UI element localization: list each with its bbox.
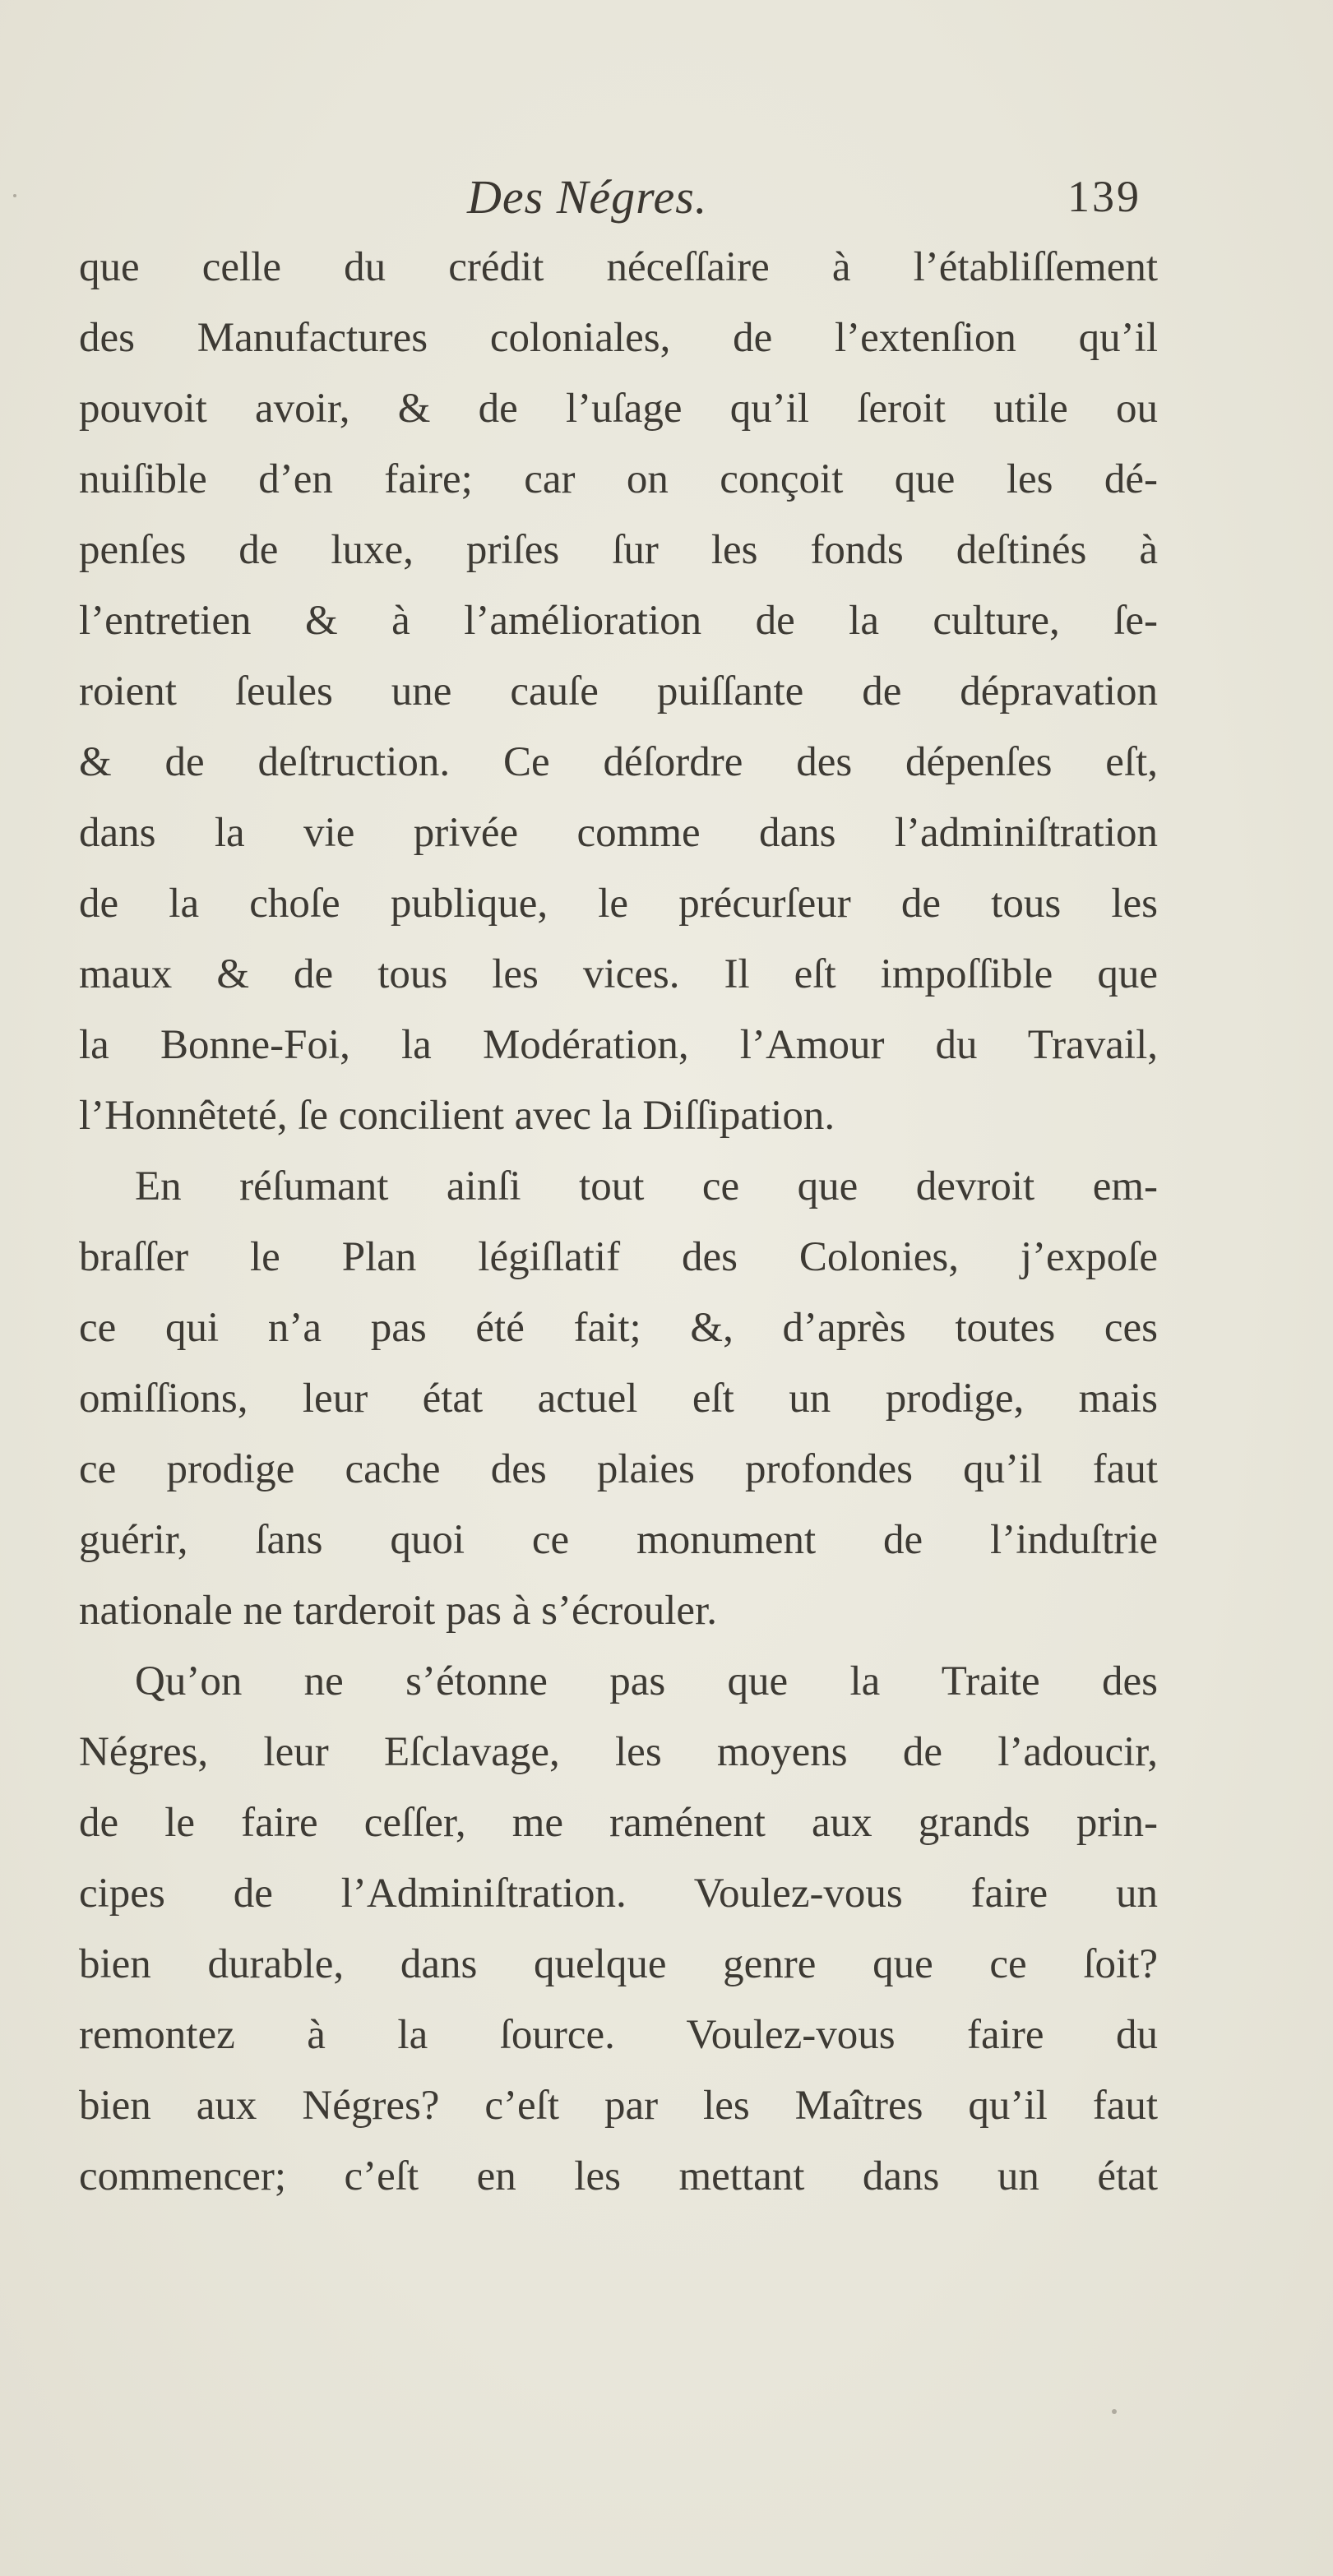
text-line: cipes de l’Adminiſtration. Voulez-vous faire un — [79, 1871, 1158, 1917]
text-line: omiſſions, leur état actuel eſt un prodige, mais — [79, 1376, 1158, 1422]
paper-speck — [1112, 2409, 1117, 2414]
text-line: pouvoit avoir, & de l’uſage qu’il ſeroit utile ou — [79, 386, 1158, 432]
text-line: bien durable, dans quelque genre que ce ſoit? — [79, 1941, 1158, 1987]
running-title: Des Négres. — [467, 170, 708, 224]
paragraph-2 — [79, 1151, 1158, 1646]
text-line: Négres, leur Eſclavage, les moyens de l’adoucir, — [79, 1729, 1158, 1775]
text-line: nuiſible d’en faire; car on conçoit que les dé- — [79, 456, 1158, 502]
text-line: bien aux Négres? c’eſt par les Maîtres qu’il faut — [79, 2083, 1158, 2129]
text-line: l’entretien & à l’amélioration de la culture, ſe- — [79, 598, 1158, 644]
page-header — [0, 169, 1333, 227]
paragraph-3 — [79, 1646, 1158, 2212]
paper-speck — [13, 194, 16, 197]
text-line: l’Honnêteté, ſe concilient avec la Diſſipation. — [79, 1093, 835, 1139]
text-line: En réſumant ainſi tout ce que devroit em- — [135, 1163, 1158, 1209]
text-line: penſes de luxe, priſes ſur les fonds deſtinés à — [79, 527, 1158, 573]
text-line: ce prodige cache des plaies profondes qu’il faut — [79, 1446, 1158, 1492]
text-line: que celle du crédit néceſſaire à l’établiſſement — [79, 244, 1158, 290]
text-line: maux & de tous les vices. Il eſt impoſſible que — [79, 951, 1158, 997]
text-line: de le faire ceſſer, me raménent aux grands prin- — [79, 1800, 1158, 1846]
paragraph-1 — [79, 232, 1158, 1151]
body-text — [79, 232, 1158, 2212]
text-line: de la choſe publique, le précurſeur de tous les — [79, 881, 1158, 927]
text-line: la Bonne-Foi, la Modération, l’Amour du Travail, — [79, 1022, 1158, 1068]
text-line: commencer; c’eſt en les mettant dans un état — [79, 2153, 1158, 2199]
text-line: des Manufactures coloniales, de l’extenſion qu’il — [79, 315, 1158, 361]
text-line: ce qui n’a pas été fait; &, d’après toutes ces — [79, 1305, 1158, 1351]
text-line: nationale ne tarderoit pas à s’écrouler. — [79, 1588, 717, 1634]
text-line: dans la vie privée comme dans l’adminiſtration — [79, 810, 1158, 856]
text-line: Qu’on ne s’étonne pas que la Traite des — [135, 1658, 1158, 1704]
text-line: & de deſtruction. Ce déſordre des dépenſes eſt, — [79, 739, 1158, 785]
text-line: braſſer le Plan légiſlatif des Colonies, j’expoſe — [79, 1234, 1158, 1280]
text-line: guérir, ſans quoi ce monument de l’induſtrie — [79, 1517, 1158, 1563]
page-number: 139 — [1067, 172, 1141, 221]
text-line: roient ſeules une cauſe puiſſante de dépravation — [79, 668, 1158, 715]
text-line: remontez à la ſource. Voulez-vous faire du — [79, 2012, 1158, 2058]
